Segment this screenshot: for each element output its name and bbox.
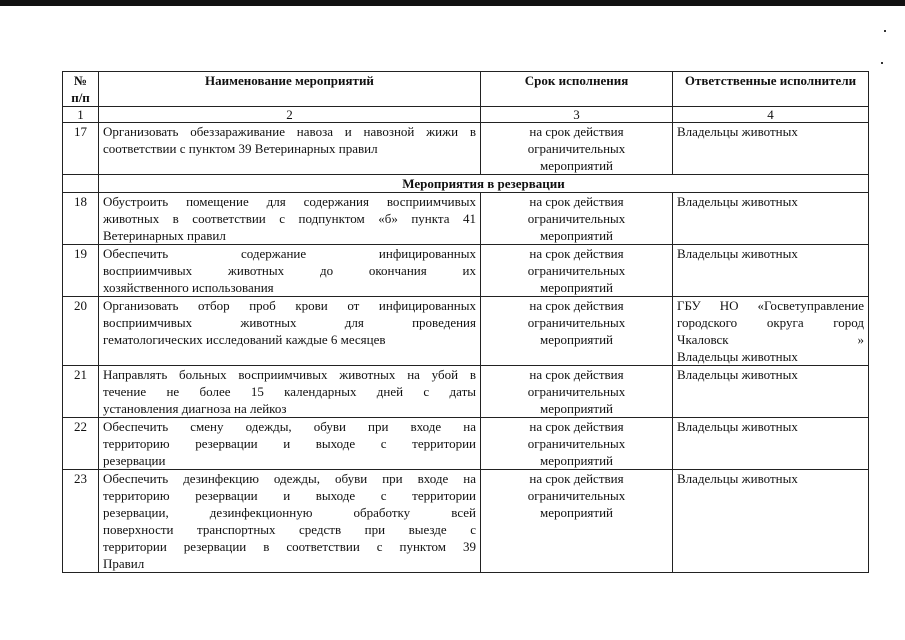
cell-text-line: ограничительных xyxy=(527,315,626,330)
cell-text-line: на срок действия xyxy=(529,367,624,382)
column-index: 2 xyxy=(99,107,481,123)
cell-text-line: резервации xyxy=(103,453,166,468)
cell-text-line: соответствии с пунктом 39 Ветеринарных правил xyxy=(103,141,378,156)
cell-text-line: Владельцы животных xyxy=(677,471,798,486)
cell-text-line: ограничительных xyxy=(527,436,626,451)
measure-responsible xyxy=(673,123,869,175)
row-number: 21 xyxy=(63,366,99,418)
measure-name xyxy=(99,193,481,245)
cell-text-line: поверхности транспортных средств при выезде с xyxy=(103,522,476,537)
header-term: Срок исполнения xyxy=(481,72,673,107)
cell-text-line: восприимчивых животных для проведения xyxy=(103,315,476,330)
cell-text-line: ГБУ НО «Госветуправление xyxy=(677,298,864,313)
cell-text-line: городского округа город xyxy=(677,315,864,330)
measure-responsible xyxy=(673,366,869,418)
cell-text-line: на срок действия xyxy=(529,124,624,139)
header-name: Наименование мероприятий xyxy=(99,72,481,107)
scan-speck xyxy=(884,30,886,32)
measure-responsible xyxy=(673,418,869,470)
cell-text-line: Направлять больных восприимчивых животных на убой в xyxy=(103,367,476,382)
measure-name xyxy=(99,366,481,418)
cell-text-line: Чкаловск » xyxy=(677,332,864,347)
cell-text-line: Обеспечить дезинфекцию одежды, обуви при входе на xyxy=(103,471,476,486)
measure-responsible xyxy=(673,245,869,297)
column-index: 3 xyxy=(481,107,673,123)
measure-responsible xyxy=(673,297,869,366)
table-row xyxy=(63,366,869,418)
row-number: 18 xyxy=(63,193,99,245)
cell-text-line: ограничительных xyxy=(527,384,626,399)
section-header-row xyxy=(63,175,869,193)
measure-term xyxy=(481,470,673,573)
section-spacer xyxy=(63,175,99,193)
cell-text-line: на срок действия xyxy=(529,194,624,209)
cell-text-line: восприимчивых животных до окончания их xyxy=(103,263,476,278)
section-title: Мероприятия в резервации xyxy=(99,175,869,193)
column-index: 1 xyxy=(63,107,99,123)
cell-text-line: Обеспечить содержание инфицированных xyxy=(103,246,476,261)
cell-text-line: на срок действия xyxy=(529,298,624,313)
cell-text-line: Организовать обеззараживание навоза и навозной жижи в xyxy=(103,124,476,139)
cell-text-line: на срок действия xyxy=(529,246,624,261)
measure-name xyxy=(99,418,481,470)
row-number: 17 xyxy=(63,123,99,175)
cell-text-line: животных в соответствии с подпунктом «б» пункта 41 xyxy=(103,211,476,226)
table-row xyxy=(63,297,869,366)
cell-text-line: гематологических исследований каждые 6 месяцев xyxy=(103,332,386,347)
cell-text-line: территорию резервации и выходе с территории xyxy=(103,436,476,451)
table-row xyxy=(63,418,869,470)
rows-after-section xyxy=(63,193,869,573)
cell-text-line: Обустроить помещение для содержания восприимчивых xyxy=(103,194,476,209)
column-index-row xyxy=(63,107,869,123)
measure-responsible xyxy=(673,193,869,245)
cell-text-line: мероприятий xyxy=(540,280,613,295)
measures-table xyxy=(62,71,869,573)
cell-text-line: хозяйственного использования xyxy=(103,280,274,295)
cell-text-line: ограничительных xyxy=(527,211,626,226)
cell-text-line: Владельцы животных xyxy=(677,419,798,434)
cell-text-line: территории резервации в соответствии с пунктом 39 xyxy=(103,539,476,554)
cell-text-line: территорию резервации и выходе с территории xyxy=(103,488,476,503)
cell-text-line: Правил xyxy=(103,556,145,571)
measure-responsible xyxy=(673,470,869,573)
table-row xyxy=(63,470,869,573)
measure-term xyxy=(481,245,673,297)
measure-name xyxy=(99,297,481,366)
row-number: 20 xyxy=(63,297,99,366)
cell-text-line: течение не более 15 календарных дней с даты xyxy=(103,384,476,399)
scan-speck xyxy=(881,62,883,64)
measure-name xyxy=(99,245,481,297)
cell-text-line: мероприятий xyxy=(540,158,613,173)
cell-text-line: мероприятий xyxy=(540,505,613,520)
row-number: 19 xyxy=(63,245,99,297)
cell-text-line: Владельцы животных xyxy=(677,194,798,209)
measure-term xyxy=(481,366,673,418)
table-header-row xyxy=(63,72,869,107)
cell-text-line: на срок действия xyxy=(529,419,624,434)
cell-text-line: ограничительных xyxy=(527,141,626,156)
cell-text-line: Организовать отбор проб крови от инфицированных xyxy=(103,298,476,313)
rows-before-section xyxy=(63,123,869,175)
row-number: 23 xyxy=(63,470,99,573)
header-num: № п/п xyxy=(63,72,99,107)
table-row xyxy=(63,123,869,175)
cell-text-line: на срок действия xyxy=(529,471,624,486)
cell-text-line: ограничительных xyxy=(527,263,626,278)
cell-text-line: мероприятий xyxy=(540,453,613,468)
cell-text-line: Обеспечить смену одежды, обуви при входе на xyxy=(103,419,476,434)
row-number: 22 xyxy=(63,418,99,470)
table-row xyxy=(63,245,869,297)
table-row xyxy=(63,193,869,245)
cell-text-line: Ветеринарных правил xyxy=(103,228,226,243)
cell-text-line: мероприятий xyxy=(540,401,613,416)
measure-name xyxy=(99,123,481,175)
measure-name xyxy=(99,470,481,573)
scan-top-border xyxy=(0,0,905,6)
cell-text-line: резервации, дезинфекционную обработку всей xyxy=(103,505,476,520)
cell-text-line: Владельцы животных xyxy=(677,349,798,364)
column-index: 4 xyxy=(673,107,869,123)
measure-term xyxy=(481,123,673,175)
header-responsible: Ответственные исполнители xyxy=(673,72,869,107)
cell-text-line: Владельцы животных xyxy=(677,124,798,139)
measure-term xyxy=(481,418,673,470)
cell-text-line: Владельцы животных xyxy=(677,246,798,261)
cell-text-line: мероприятий xyxy=(540,332,613,347)
cell-text-line: ограничительных xyxy=(527,488,626,503)
measure-term xyxy=(481,193,673,245)
cell-text-line: установления диагноза на лейкоз xyxy=(103,401,287,416)
cell-text-line: мероприятий xyxy=(540,228,613,243)
measure-term xyxy=(481,297,673,366)
cell-text-line: Владельцы животных xyxy=(677,367,798,382)
